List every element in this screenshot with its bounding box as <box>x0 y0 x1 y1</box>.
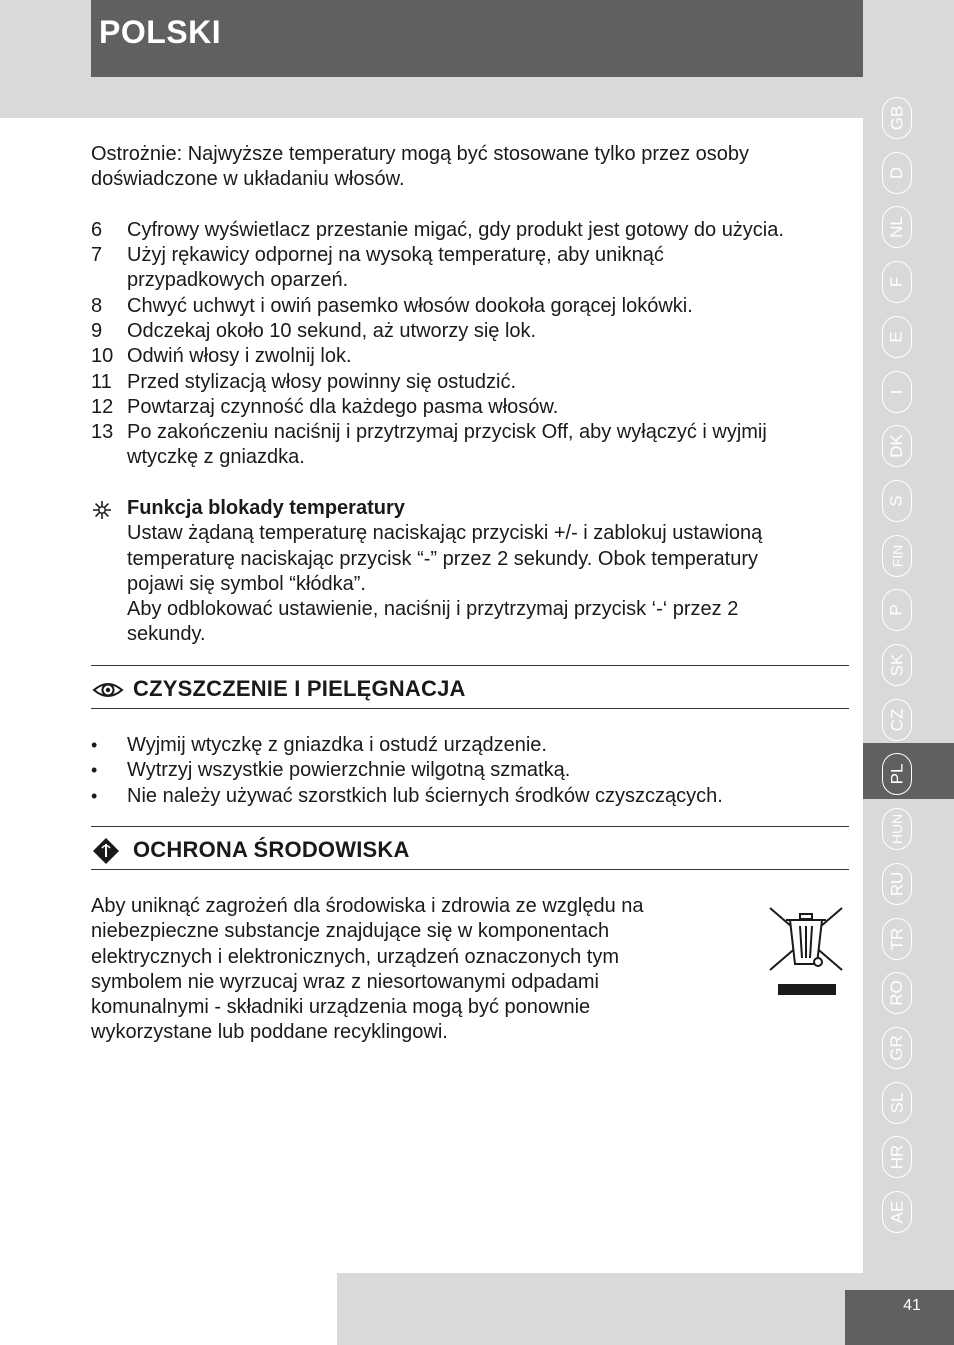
language-code: DK <box>887 434 906 458</box>
language-tab-p[interactable] <box>881 588 913 632</box>
step-line: Odczekaj około 10 sekund, aż utworzy się lok. <box>127 320 537 342</box>
section-divider <box>91 869 849 870</box>
language-code: HUN <box>889 813 905 845</box>
language-tab-border <box>882 644 912 686</box>
language-tab-ro[interactable] <box>881 971 913 1015</box>
cleaning-title: CZYSZCZENIE I PIELĘGNACJA <box>133 676 466 701</box>
language-tab-border <box>882 261 912 303</box>
cleaning-bullet: Wytrzyj wszystkie powierzchnie wilgotną szmatką. <box>127 759 571 781</box>
step-number: 9 <box>91 320 103 342</box>
lock-feature-line: Ustaw żądaną temperaturę naciskając przyciski +/- i zablokuj ustawioną <box>127 522 763 545</box>
step-text <box>127 395 852 420</box>
leaf-diamond-icon <box>92 837 120 865</box>
cleaning-bullet: Wyjmij wtyczkę z gniazdka i ostudź urządzenie. <box>127 734 547 756</box>
language-code: FIN <box>889 544 905 567</box>
lock-feature <box>127 496 852 648</box>
language-tab-border <box>882 535 912 577</box>
language-tab-border <box>882 316 912 358</box>
step-text <box>127 420 852 471</box>
environment-line: symbolem nie wyrzucaj wraz z niesortowanymi odpadami <box>91 970 599 993</box>
step-line: Powtarzaj czynność dla każdego pasma włosów. <box>127 396 559 418</box>
step-line: Cyfrowy wyświetlacz przestanie migać, gdy produkt jest gotowy do użycia. <box>127 219 784 241</box>
language-tab-border <box>882 918 912 960</box>
step-line: Użyj rękawicy odpornej na wysoką temperaturę, aby uniknąć <box>127 244 664 266</box>
language-tab-border <box>882 1027 912 1069</box>
language-tab-border <box>882 371 912 413</box>
language-code: D <box>887 166 906 179</box>
step-line: Przed stylizacją włosy powinny się ostudzić. <box>127 371 517 393</box>
bullet-dot: • <box>91 786 98 806</box>
step-text <box>127 319 852 344</box>
language-code: AE <box>887 1200 906 1224</box>
language-tab-border <box>882 152 912 194</box>
step-number: 13 <box>91 421 114 443</box>
language-tab-e[interactable] <box>881 315 913 359</box>
section-divider <box>91 665 849 666</box>
intro-line: Ostrożnie: Najwyższe temperatury mogą być stosowane tylko przez osoby <box>91 143 750 165</box>
step-line: przypadkowych oparzeń. <box>127 269 349 292</box>
step-line: Po zakończeniu naciśnij i przytrzymaj przycisk Off, aby wyłączyć i wyjmij <box>127 421 767 443</box>
weee-bin-icon <box>768 906 844 998</box>
environment-line: elektrycznych i elektronicznych, urządzeń oznaczonych tym <box>91 945 620 968</box>
language-code: SK <box>887 653 906 677</box>
environment-line: niebezpieczne substancje znajdujące się w komponentach <box>91 920 610 943</box>
lock-feature-title: Funkcja blokady temperatury <box>127 497 405 519</box>
language-tab-s[interactable] <box>881 479 913 523</box>
step-text <box>127 344 852 369</box>
step-line: Chwyć uchwyt i owiń pasemko włosów dookoła gorącej lokówki. <box>127 295 693 317</box>
language-tab-border <box>882 1082 912 1124</box>
bullet-dot: • <box>91 735 98 755</box>
step-number: 7 <box>91 244 103 266</box>
page-title: POLSKI <box>99 14 222 50</box>
step-number: 12 <box>91 396 114 418</box>
environment-line: komunalnymi - składniki urządzenia mogą być ponownie <box>91 996 591 1019</box>
language-code: RU <box>887 871 906 897</box>
lock-feature-line: pojawi się symbol “kłódka”. <box>127 572 366 595</box>
language-code: HR <box>887 1145 906 1170</box>
language-code: TR <box>886 927 906 950</box>
bullet-dot: • <box>91 760 98 780</box>
eye-icon <box>92 677 124 703</box>
language-code: RO <box>887 980 906 1006</box>
step-text <box>127 218 852 243</box>
language-tab-border <box>882 972 912 1014</box>
language-code: GB <box>887 105 906 131</box>
language-tab-fin[interactable] <box>881 534 913 578</box>
section-divider <box>91 708 849 709</box>
step-text <box>127 370 852 395</box>
step-number: 10 <box>91 345 114 367</box>
language-tab-sl[interactable] <box>881 1081 913 1125</box>
environment-text <box>91 894 731 1046</box>
language-code: CZ <box>886 708 906 732</box>
language-tab-f[interactable] <box>881 260 913 304</box>
language-tab-ru[interactable] <box>881 862 913 906</box>
language-tab-border <box>882 97 912 139</box>
page-number-box <box>845 1290 954 1345</box>
language-code: F <box>886 276 906 288</box>
sparkle-icon <box>92 500 112 520</box>
lock-feature-line: sekundy. <box>127 623 206 646</box>
language-tab-border <box>882 699 912 741</box>
language-code: S <box>887 495 906 507</box>
language-tab-dk[interactable] <box>881 424 913 468</box>
language-tab-border <box>882 863 912 905</box>
language-tab-border <box>882 808 912 850</box>
language-code: NL <box>886 216 906 239</box>
cleaning-bullet: Nie należy używać szorstkich lub ściernych środków czyszczących. <box>127 785 723 807</box>
header-bar <box>91 0 863 77</box>
language-tab-gr[interactable] <box>881 1026 913 1070</box>
environment-title: OCHRONA ŚRODOWISKA <box>133 837 410 862</box>
language-tab-nl[interactable] <box>881 205 913 249</box>
language-tab-border <box>882 1191 912 1233</box>
bottom-margin <box>0 1273 337 1345</box>
language-code: P <box>887 604 906 616</box>
language-tab-pl[interactable] <box>881 752 913 796</box>
language-code: I <box>886 389 906 394</box>
language-tab-border <box>882 206 912 248</box>
step-number: 6 <box>91 219 103 241</box>
language-tab-border <box>882 589 912 631</box>
intro-text <box>91 142 851 193</box>
language-tab-hr[interactable] <box>881 1135 913 1179</box>
environment-line: wykorzystane lub poddane recyklingowi. <box>91 1021 448 1044</box>
intro-line: doświadczone w układaniu włosów. <box>91 168 405 191</box>
language-tab-i[interactable] <box>881 370 913 414</box>
language-tab-hun[interactable] <box>881 807 913 851</box>
language-tab-sk[interactable] <box>881 643 913 687</box>
step-number: 11 <box>91 371 112 393</box>
language-code: PL <box>886 763 906 785</box>
language-tab-ae[interactable] <box>881 1190 913 1234</box>
step-line: Odwiń włosy i zwolnij lok. <box>127 345 352 367</box>
language-tab-tr[interactable] <box>881 917 913 961</box>
language-tab-border <box>882 480 912 522</box>
language-code: GR <box>887 1035 906 1061</box>
environment-line: Aby uniknąć zagrożeń dla środowiska i zdrowia ze względu na <box>91 895 644 917</box>
step-text <box>127 294 852 319</box>
lock-feature-line: Aby odblokować ustawienie, naciśnij i przytrzymaj przycisk ‘-‘ przez 2 <box>127 598 739 621</box>
lock-feature-line: temperaturę naciskając przycisk “-” przez 2 sekundy. Obok temperatury <box>127 547 758 570</box>
section-divider <box>91 826 849 827</box>
language-tab-border <box>882 425 912 467</box>
language-tab-border <box>882 753 912 795</box>
language-code: E <box>887 331 906 343</box>
language-tab-border <box>882 1136 912 1178</box>
language-tab-gb[interactable] <box>881 96 913 140</box>
step-text <box>127 243 852 294</box>
page-number: 41 <box>903 1297 921 1314</box>
language-code: SL <box>886 1092 906 1113</box>
step-number: 8 <box>91 295 103 317</box>
language-tab-cz[interactable] <box>881 698 913 742</box>
language-tab-d[interactable] <box>881 151 913 195</box>
step-line: wtyczkę z gniazdka. <box>127 446 305 469</box>
